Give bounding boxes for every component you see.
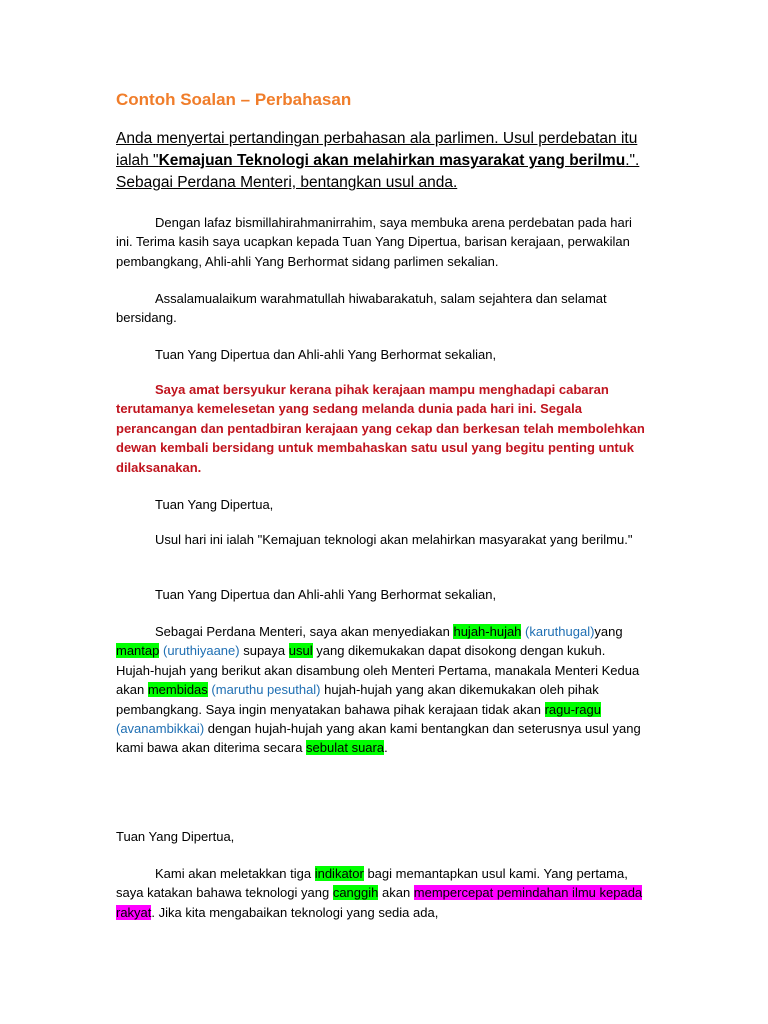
paragraph-opening [116, 213, 646, 271]
text-run: Sebagai Perdana Menteri, saya akan menyediakan [155, 624, 454, 639]
paragraph-text: Usul hari ini ialah "Kemajuan teknologi akan melahirkan masyarakat yang berilmu." [155, 532, 633, 547]
translation-note: (avanambikkai) [116, 721, 205, 737]
text-run: yang dikemukakan dapat disokong dengan kukuh. Hujah-hujah yang berikut akan disambung oleh Menteri Pertama, manakala Menteri Kedua akan [116, 643, 640, 698]
paragraph-address-2 [116, 827, 646, 846]
text-run: akan [378, 885, 414, 901]
paragraph-salutation-2 [116, 585, 646, 604]
question-text-1: Anda menyertai pertandingan perbahasan ala parlimen. Usul perdebatan itu ialah " [116, 130, 638, 169]
translation-note: (uruthiyaane) [163, 643, 240, 659]
text-run: . Jika kita mengabaikan teknologi yang sedia ada, [151, 904, 439, 920]
highlight-term: ragu-ragu [544, 701, 601, 717]
translation-note: (karuthugal) [525, 624, 595, 639]
paragraph-text: Assalamualaikum warahmatullah hiwabarakatuh, salam sejahtera dan selamat bersidang. [116, 291, 607, 326]
paragraph-text: Tuan Yang Dipertua, [155, 497, 274, 512]
paragraph-motion [116, 530, 646, 549]
paragraph-arguments [116, 622, 646, 758]
highlight-term: hujah-hujah [453, 624, 522, 639]
highlight-term: usul [288, 643, 313, 659]
text-run: . [384, 740, 388, 756]
translation-note: (maruthu pesuthal) [211, 682, 321, 698]
text-run: hujah-hujah yang akan dikemukakan oleh pihak pembangkang. Saya ingin menyatakan bahawa pihak kerajaan tidak akan [116, 682, 599, 717]
text-run: bagi memantapkan usul kami. Yang pertama, saya katakan bahawa teknologi yang [116, 866, 628, 901]
paragraph-salutation [116, 345, 646, 364]
highlight-term: canggih [332, 885, 379, 901]
highlight-term: indikator [314, 866, 364, 881]
paragraph-text: Tuan Yang Dipertua dan Ahli-ahli Yang Berhormat sekalian, [155, 587, 497, 602]
paragraph-text: Tuan Yang Dipertua dan Ahli-ahli Yang Berhormat sekalian, [155, 347, 497, 362]
question-prompt [116, 128, 656, 194]
highlight-phrase: mempercepat pemindahan ilmu kepada rakyat [116, 885, 643, 920]
text-run: Kami akan meletakkan tiga [155, 866, 315, 881]
text-run: supaya [239, 643, 289, 659]
paragraph-text: Tuan Yang Dipertua, [116, 829, 235, 844]
paragraph-greeting [116, 289, 646, 328]
question-motion: Kemajuan Teknologi akan melahirkan masyarakat yang berilmu [158, 152, 626, 169]
highlight-term: sebulat suara [306, 740, 385, 756]
question-text-2: .". Sebagai Perdana Menteri, bentangkan usul anda. [116, 152, 640, 191]
highlight-term: membidas [147, 682, 208, 698]
highlight-term: mantap [116, 643, 160, 659]
text-run: yang [594, 624, 623, 639]
paragraph-indicators [116, 864, 646, 922]
paragraph-text: Dengan lafaz bismillahirahmanirrahim, saya membuka arena perdebatan pada hari ini. Terima kasih saya ucapkan kepada Tuan Yang Dipertua, barisan kerajaan, perwakilan pembangkang, Ahli-ahli Yang Berhormat sidang parlimen sekalian. [116, 215, 632, 269]
text-run: dengan hujah-hujah yang akan kami bentangkan dan seterusnya usul yang kami bawa akan diterima secara [116, 721, 641, 756]
document-title: Contoh Soalan – Perbahasan [116, 90, 352, 109]
paragraph-gratitude [116, 380, 646, 477]
paragraph-text: Saya amat bersyukur kerana pihak kerajaan mampu menghadapi cabaran terutamanya kemelesetan yang sedang melanda dunia pada hari ini. Segala perancangan dan pentadbiran kerajaan yang cekap dan berkesan telah membolehkan dewan kembali bersidang untuk membahaskan satu usul yang begitu penting untuk dilaksanakan. [116, 382, 645, 475]
paragraph-address [116, 495, 646, 514]
